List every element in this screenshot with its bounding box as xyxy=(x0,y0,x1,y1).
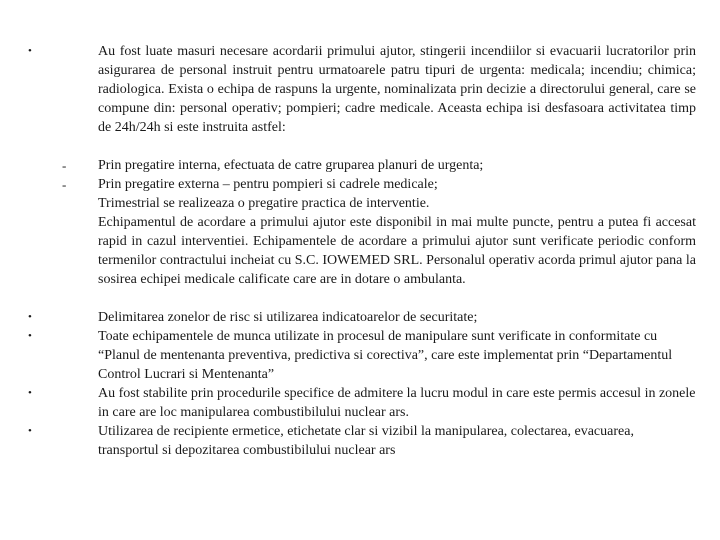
list-item-equipment-verification: Toate echipamentele de munca utilizate in procesul de manipulare sunt verificate in conformitate cu “Planul de mentenanta preventiva, predictiva si corectiva”, care este implementat prin “Departamentul Control Lucrari si Mentenanta” xyxy=(98,329,673,382)
list-item-sealed-containers: Utilizarea de recipiente ermetice, etichetate clar si vizibil la manipularea, colectarea, evacuarea, transportul si depozitarea combustibilului nuclear ars xyxy=(98,424,634,458)
bullet-marker: • xyxy=(28,311,32,323)
paragraph-quarterly-training: Trimestrial se realizeaza o pregatire practica de interventie. xyxy=(98,196,430,211)
dash-marker: - xyxy=(62,177,67,192)
list-item-internal-training: Prin pregatire interna, efectuata de catre gruparea planuri de urgenta; xyxy=(98,158,484,173)
bullet-marker: • xyxy=(28,425,32,437)
paragraph-first-aid-equipment: Echipamentul de acordare a primului ajutor este disponibil in mai multe puncte, pentru a putea fi accesat rapid in cazul interventiei. Echipamentele de acordare a primului ajutor sunt verificate periodic conform termenilor contractului incheiat cu S.C. IOWEMED SRL. Personalul operativ acorda primul ajutor pana la sosirea echipei medicale calificate care are in dotare o ambulanta. xyxy=(98,215,696,287)
bullet-marker: • xyxy=(28,330,32,342)
bullet-marker: • xyxy=(28,45,32,57)
dash-marker: - xyxy=(62,158,67,173)
list-item-access-procedures: Au fost stabilite prin procedurile specifice de admitere la lucru modul in care este permis accesul in zonele in care are loc manipularea combustibilului nuclear ars. xyxy=(98,386,696,420)
list-item-external-training: Prin pregatire externa – pentru pompieri si cadrele medicale; xyxy=(98,177,438,192)
paragraph-first-aid-measures: Au fost luate masuri necesare acordarii primului ajutor, stingerii incendiilor si evacuarii lucratorilor prin asigurarea de personal instruit pentru urmatoarele patru tipuri de urgenta: medicala; incendiu; chimica; radiologica. Exista o echipa de raspuns la urgente, nominalizata prin decizie a directorului general, care se compune din: personal operativ; pompieri; cadre medicale. Aceasta echipa isi desfasoara activitatea timp de 24h/24h si este instruita astfel: xyxy=(98,44,696,135)
list-item-risk-zones: Delimitarea zonelor de risc si utilizarea indicatoarelor de securitate; xyxy=(98,310,478,325)
bullet-marker: • xyxy=(28,387,32,399)
